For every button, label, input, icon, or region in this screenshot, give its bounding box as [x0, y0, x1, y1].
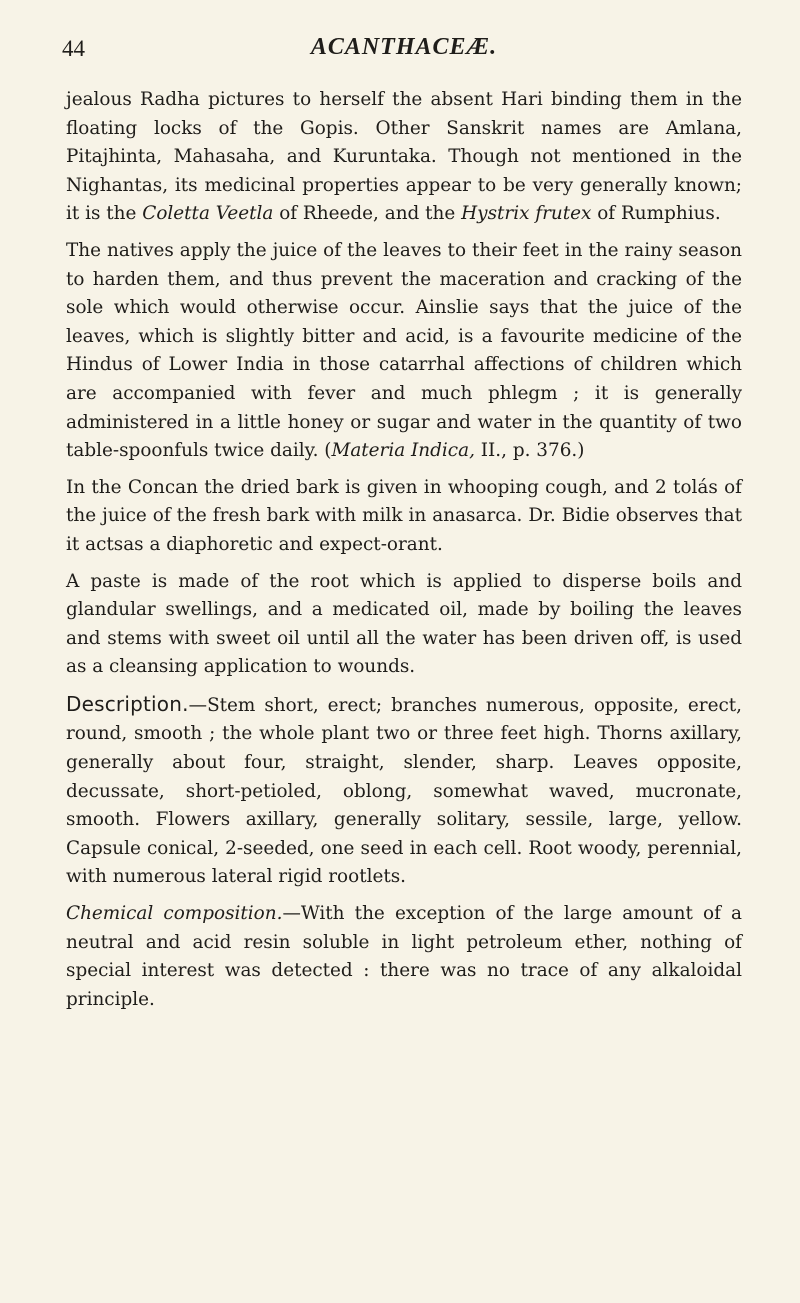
paragraph-gap: [66, 682, 742, 690]
paragraph-2-text-a: The natives apply the juice of the leaves to their feet in the rainy season to harden them, and thus prevent the maceration and cracking of the sole which would otherwise occur. Ainslie says that the juice of the leaves, which is slightly bitter and acid, is a favourite medicine of the Hindus of Lower India in those catarrhal affections of children which are accompanied with fever and much phlegm ; it is generally administered in a little honey or sugar and water in the quantity of two table-spoonfuls twice daily. (: [66, 239, 742, 462]
description-heading: Description.: [66, 691, 189, 716]
paragraph-2-italic-materia-indica: Materia Indica,: [331, 440, 475, 462]
paragraph-6-chemical: [66, 900, 742, 1014]
section-title: ACANTHACEÆ.: [310, 34, 498, 60]
chemical-composition-heading: Chemical composition.: [66, 903, 283, 925]
paragraph-gap: [66, 560, 742, 568]
running-head: [62, 34, 742, 74]
paragraph-1-text-a: jealous Radha pictures to herself the absent Hari binding them in the floating locks of the Gopis. Other Sanskrit names are Amlana, Pitajhinta, Mahasaha, and Kuruntaka. Though not mentioned in the Nighantas, its medicinal properties appear to be very generally known; it is the: [66, 89, 742, 225]
paragraph-2: [66, 237, 742, 466]
paragraph-gap: [66, 892, 742, 900]
page-number: 44: [62, 36, 85, 61]
paragraph-gap: [66, 466, 742, 474]
paragraph-2-text-b: II., p. 376.): [474, 440, 585, 462]
paragraph-1: [66, 86, 742, 229]
chemical-composition-text: —With the exception of the large amount of a neutral and acid resin soluble in light petroleum ether, nothing of special interest was detected : there was no trace of any alkaloidal principle.: [66, 903, 742, 1010]
paragraph-3: In the Concan the dried bark is given in whooping cough, and 2 tolás of the juice of the fresh bark with milk in anasarca. Dr. Bidie observes that it actsas a diaphoretic and expect-orant.: [66, 476, 742, 555]
paragraph-1-italic-hystrix: Hystrix frutex: [461, 203, 592, 225]
paragraph-1-italic-coletta: Coletta Veetla: [142, 203, 274, 225]
description-text: —Stem short, erect; branches numerous, opposite, erect, round, smooth ; the whole plant two or three feet high. Thorns axillary, generally about four, straight, slender, sharp. Leaves opposite, decussate, short-petioled, oblong, somewhat waved, mucronate, smooth. Flowers axillary, generally solitary, sessile, large, yellow. Capsule conical, 2-seeded, one seed in each cell. Root woody, perennial, with numerous lateral rigid rootlets.: [66, 694, 742, 888]
paragraph-1-text-c: of Rumphius.: [591, 203, 721, 225]
paragraph-5-description: [66, 690, 742, 892]
paragraph-1-text-b: of Rheede, and the: [273, 203, 462, 225]
paragraph-4: A paste is made of the root which is applied to disperse boils and glandular swellings, and a medicated oil, made by boiling the leaves and stems with sweet oil until all the water has been driven off, is used as a cleansing application to wounds.: [66, 570, 742, 678]
paragraph-gap: [66, 229, 742, 237]
